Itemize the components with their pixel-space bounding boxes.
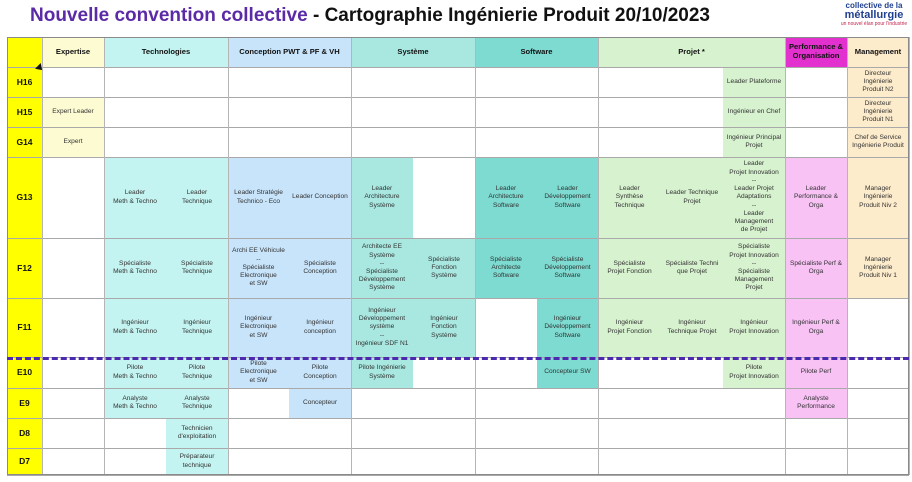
job-cell-e10-pilote-projet-innov: Pilote Projet Innovation <box>723 357 785 388</box>
job-cell-d7-preparateur: Préparateur technique <box>166 448 228 475</box>
job-cell-f12-spec-dev-software: Spécialiste Développement Software <box>537 238 598 298</box>
row-divider <box>7 67 909 68</box>
row-divider <box>7 37 909 38</box>
header-expertise: Expertise <box>42 37 104 67</box>
job-cell-g13-leader-synthese: Leader Synthèse Technique <box>598 157 661 238</box>
job-cell-g13-leader-archi-software: Leader Architecture Software <box>475 157 537 238</box>
logo-line1: collective de la <box>845 1 903 10</box>
job-cell-f12-spec-tech-projet: Spécialiste Techni que Projet <box>661 238 723 298</box>
column-divider <box>228 37 229 475</box>
job-cell-e10-pilote-conception: Pilote Conception <box>289 357 351 388</box>
job-cell-f12-spec-perf: Spécialiste Perf & Orga <box>785 238 847 298</box>
grade-label-g14: G14 <box>7 127 42 157</box>
job-cell-f11-ing-perf: Ingénieur Perf & Orga <box>785 298 847 357</box>
job-cell-f12-spec-archi-software: Spécialiste Architecte Software <box>475 238 537 298</box>
job-cell-f11-ing-dev-systeme: Ingénieur Développement système -- Ingénieur SDF N1 <box>351 298 413 357</box>
job-cell-f12-manager-n1: Manager Ingénierie Produit Niv 1 <box>847 238 909 298</box>
column-divider <box>42 37 43 475</box>
job-cell-f12-spec-meth: Spécialiste Meth & Techno <box>104 238 166 298</box>
column-divider <box>847 37 848 475</box>
job-cell-g13-leader-projet-multi: Leader Projet Innovation -- Leader Projet Adaptations -- Leader Management de Projet <box>723 157 785 238</box>
column-divider <box>7 37 8 475</box>
job-cell-e9-analyste-meth: Analyste Meth & Techno <box>104 388 166 418</box>
job-cell-f11-ing-tech-projet: Ingénieur Technique Projet <box>661 298 723 357</box>
header-systeme: Système <box>351 37 475 67</box>
job-cell-g13-leader-tech-projet: Leader Technique Projet <box>661 157 723 238</box>
header-conception: Conception PWT & PF & VH <box>228 37 351 67</box>
job-cell-e9-analyste-technique: Analyste Technique <box>166 388 228 418</box>
grade-label-g13: G13 <box>7 157 42 238</box>
grade-label-d7: D7 <box>7 448 42 475</box>
job-cell-f11-ing-technique: Ingénieur Technique <box>166 298 228 357</box>
job-cell-g13-leader-dev-software: Leader Développement Software <box>537 157 598 238</box>
header-technologies: Technologies <box>104 37 228 67</box>
job-cell-h15-expert-leader: Expert Leader <box>42 97 104 127</box>
job-cell-f11-ing-fonction: Ingénieur Fonction Système <box>413 298 475 357</box>
job-cell-f11-ing-electronique: Ingénieur Electronique et SW <box>228 298 289 357</box>
row-divider <box>7 127 909 128</box>
grade-label-f12: F12 <box>7 238 42 298</box>
row-divider <box>7 448 909 449</box>
job-cell-f11-ing-projet-fonction: Ingénieur Projet Fonction <box>598 298 661 357</box>
row-divider <box>7 238 909 239</box>
job-cell-g14-ingenieur-principal: Ingénieur Principal Projet <box>723 127 785 157</box>
job-cell-g13-manager-n2: Manager Ingénierie Produit Niv 2 <box>847 157 909 238</box>
job-cell-h15-directeur-n1: Directeur Ingénierie Produit N1 <box>847 97 909 127</box>
job-cell-f11-ing-dev-software: Ingénieur Développement Software <box>537 298 598 357</box>
job-cell-e10-pilote-ing-systeme: Pilote Ingénierie Système <box>351 357 413 388</box>
job-cell-d8-technicien: Technicien d'exploitation <box>166 418 228 448</box>
job-cell-f12-spec-conception: Spécialiste Conception <box>289 238 351 298</box>
grade-label-h15: H15 <box>7 97 42 127</box>
page-title-part1: Nouvelle convention collective <box>30 5 308 26</box>
job-cell-e10-pilote-electronique: Pilote Electronique et SW <box>228 357 289 388</box>
job-cell-g13-leader-technique: Leader Technique <box>166 157 228 238</box>
job-cell-g13-leader-meth: Leader Meth & Techno <box>104 157 166 238</box>
row-divider <box>7 157 909 158</box>
job-cell-f12-spec-technique: Spécialiste Technique <box>166 238 228 298</box>
row-divider <box>7 418 909 419</box>
job-cell-g13-leader-strategie: Leader Stratégie Technico - Eco <box>228 157 289 238</box>
job-cell-e10-concepteur-sw: Concepteur SW <box>537 357 598 388</box>
logo-line2: métallurgie <box>844 9 904 21</box>
column-divider <box>909 37 910 475</box>
job-cell-g13-leader-archi-systeme: Leader Architecture Système <box>351 157 413 238</box>
job-cell-e9-analyste-perf: Analyste Performance <box>785 388 847 418</box>
row-divider <box>7 97 909 98</box>
row-divider <box>7 475 909 476</box>
job-cell-e9-concepteur: Concepteur <box>289 388 351 418</box>
job-cell-e10-pilote-perf: Pilote Perf <box>785 357 847 388</box>
header-performance: Performance & Organisation <box>785 37 847 67</box>
column-divider <box>351 37 352 475</box>
job-cell-h16-directeur-n2: Directeur Ingénierie Produit N2 <box>847 67 909 97</box>
job-cell-f12-archi-ee: Archi EE Véhicule -- Spécialiste Electronique et SW <box>228 238 289 298</box>
page-title-part2: - Cartographie Ingénierie Produit 20/10/2023 <box>307 5 710 26</box>
job-cell-e10-pilote-meth: Pilote Meth & Techno <box>104 357 166 388</box>
column-divider <box>598 37 599 475</box>
header-projet: Projet * <box>598 37 785 67</box>
column-divider <box>785 37 786 475</box>
job-cell-f12-archi-systeme: Architecte EE Système -- Spécialiste Développement Système <box>351 238 413 298</box>
column-divider <box>104 37 105 475</box>
header-software: Software <box>475 37 598 67</box>
job-cell-f12-spec-fonction: Spécialiste Fonction Système <box>413 238 475 298</box>
job-cell-h15-ingenieur-en-chef: Ingénieur en Chef <box>723 97 785 127</box>
logo-line3: un nouvel élan pour l'industrie <box>840 21 908 27</box>
job-cell-f12-spec-projet-fonction: Spécialiste Projet Fonction <box>598 238 661 298</box>
job-cell-f11-ing-conception: Ingénieur conception <box>289 298 351 357</box>
job-cell-h16-leader-plateforme: Leader Plateforme <box>723 67 785 97</box>
job-cell-g13-leader-conception: Leader Conception <box>289 157 351 238</box>
cadre-separator-dashed-line <box>7 357 909 360</box>
job-cell-f11-ing-projet-innov: Ingénieur Projet Innovation <box>723 298 785 357</box>
grade-label-h16: H16 <box>7 67 42 97</box>
job-cell-f11-ing-meth: Ingénieur Meth & Techno <box>104 298 166 357</box>
header-management: Management <box>847 37 909 67</box>
row-divider <box>7 298 909 299</box>
job-cell-g14-expert: Expert <box>42 127 104 157</box>
job-cell-f12-spec-projet-multi: Spécialiste Projet Innovation -- Spécialiste Management Projet <box>723 238 785 298</box>
row-divider <box>7 388 909 389</box>
job-cell-e10-pilote-technique: Pilote Technique <box>166 357 228 388</box>
header-grade <box>7 37 42 67</box>
column-divider <box>475 37 476 475</box>
grade-label-e9: E9 <box>7 388 42 418</box>
job-cell-g13-leader-perf: Leader Performance & Orga <box>785 157 847 238</box>
grade-label-d8: D8 <box>7 418 42 448</box>
grade-label-f11: F11 <box>7 298 42 357</box>
job-cell-g14-chef-de-service: Chef de Service Ingénierie Produit <box>847 127 909 157</box>
grade-label-e10: E10 <box>7 357 42 388</box>
